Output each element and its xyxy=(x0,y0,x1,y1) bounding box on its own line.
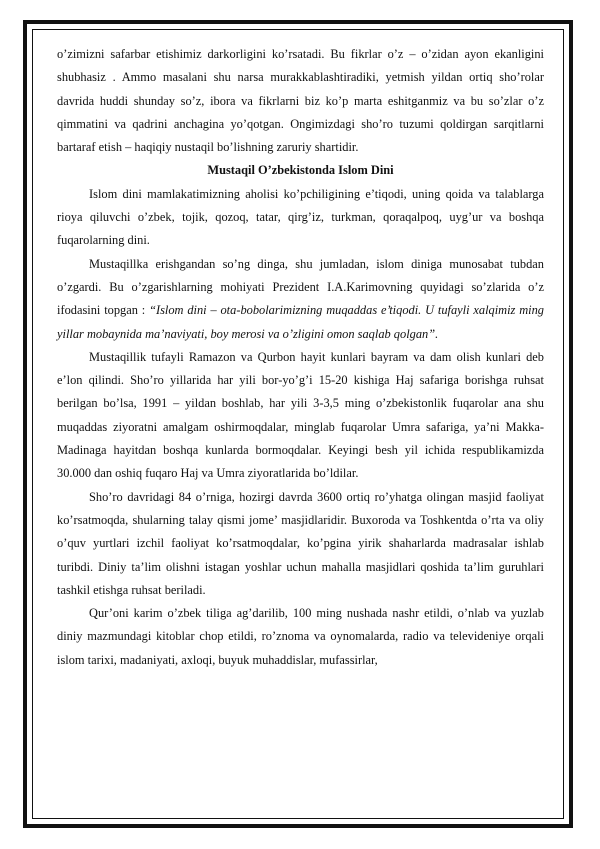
paragraph-3: Mustaqillik tufayli Ramazon va Qurbon hayit kunlari bayram va dam olish kunlari deb e’lon qilindi. Sho’ro yillarida har yili bor-yo’g’i 15-20 kishiga Haj safariga borishga ruhsat berilgan bo’lsa, 1991 – yildan boshlab, har yili 3-3,5 ming o’zbekistonlik fuqarolar ana shu muqaddas ziyoratni amalgam oshirmoqdalar, minglab fuqarolar Umra safariga, ya’ni Makka-Madinaga hayitdan boshqa kunlarda bormoqdalar. Keyingi besh yil ichida respublikamizda 30.000 dan oshiq fuqaro Haj va Umra ziyoratlarida bo’ldilar. xyxy=(57,349,544,481)
document-body xyxy=(57,43,544,672)
paragraph-1: Islom dini mamlakatimizning aholisi ko’pchiligining e’tiqodi, uning qoida va talablarga rioya qiluvchi o’zbek, tojik, qozoq, tatar, qirg’iz, turkman, qoraqalpoq, uyg’ur va boshqa fuqarolarning dini. xyxy=(57,186,544,248)
section-title: Mustaqil O’zbekistonda Islom Dini xyxy=(207,163,394,178)
paragraph-5: Qur’oni karim o’zbek tiliga ag’darilib, 100 ming nushada nashr etildi, o’nlab va yuzlab diniy mazmundagi kitoblar chop etildi, ro’znoma va oynomalarda, radio va televideniye orqali islom tarixi, madaniyati, axloqi, buyuk muhaddislar, mufassirlar, xyxy=(57,606,544,667)
president-quote: “Islom dini – ota-bobolarimizning muqaddas e’tiqodi. U tufayli xalqimiz ming yillar mobaynida ma’naviyati, boy merosi va o’zligini omon saqlab qolgan”. xyxy=(57,303,544,341)
paragraph-4: Sho’ro davridagi 84 o’rniga, hozirgi davrda 3600 ortiq ro’yhatga olingan masjid faoliyat ko’rsatmoqda, shularning talay qismi jome’ masjidlaridir. Buxoroda va Toshkentda o’rta va oliy o’quv yurtlari izchil faoliyat ko’rsatmoqdalar, ko’pgina yirik shaharlarda madrasalar ishlab turibdi. Diniy ta’lim olishni istagan yoshlar uchun mahalla masjidlari qoshida ta’lim guruhlari tashkil etishga ruhsat beriladi. xyxy=(57,489,544,597)
paragraph-intro: o’zimizni safarbar etishimiz darkorligini ko’rsatadi. Bu fikrlar o’z – o’zidan ayon ekanligini shubhasiz . Ammo masalani shu narsa murakkablashtiradiki, yetmish yildan ortiq sho’rolar davrida huddi shunday so’z, ibora va fikrlarni biz ko’p marta eshitganmiz va bu so’zlar o’z qimmatini va qadrini anchagina yo’qotgan. Ongimizdagi sho’ro tuzumi qoldirgan sarqitlarni bartaraf etish – haqiqiy nustaqil bo’lishning zaruriy shartidir. xyxy=(57,47,544,155)
paragraph-2-text: Mustaqillka erishgandan so’ng dinga, shu jumladan, islom diniga munosabat tubdan o’zgardi. Bu o’zgarishlarning mohiyati Prezident I.A.Karimovning quyidagi so’zlarida o’z ifodasini topgan : xyxy=(57,256,544,318)
paragraph-2 xyxy=(57,253,544,346)
